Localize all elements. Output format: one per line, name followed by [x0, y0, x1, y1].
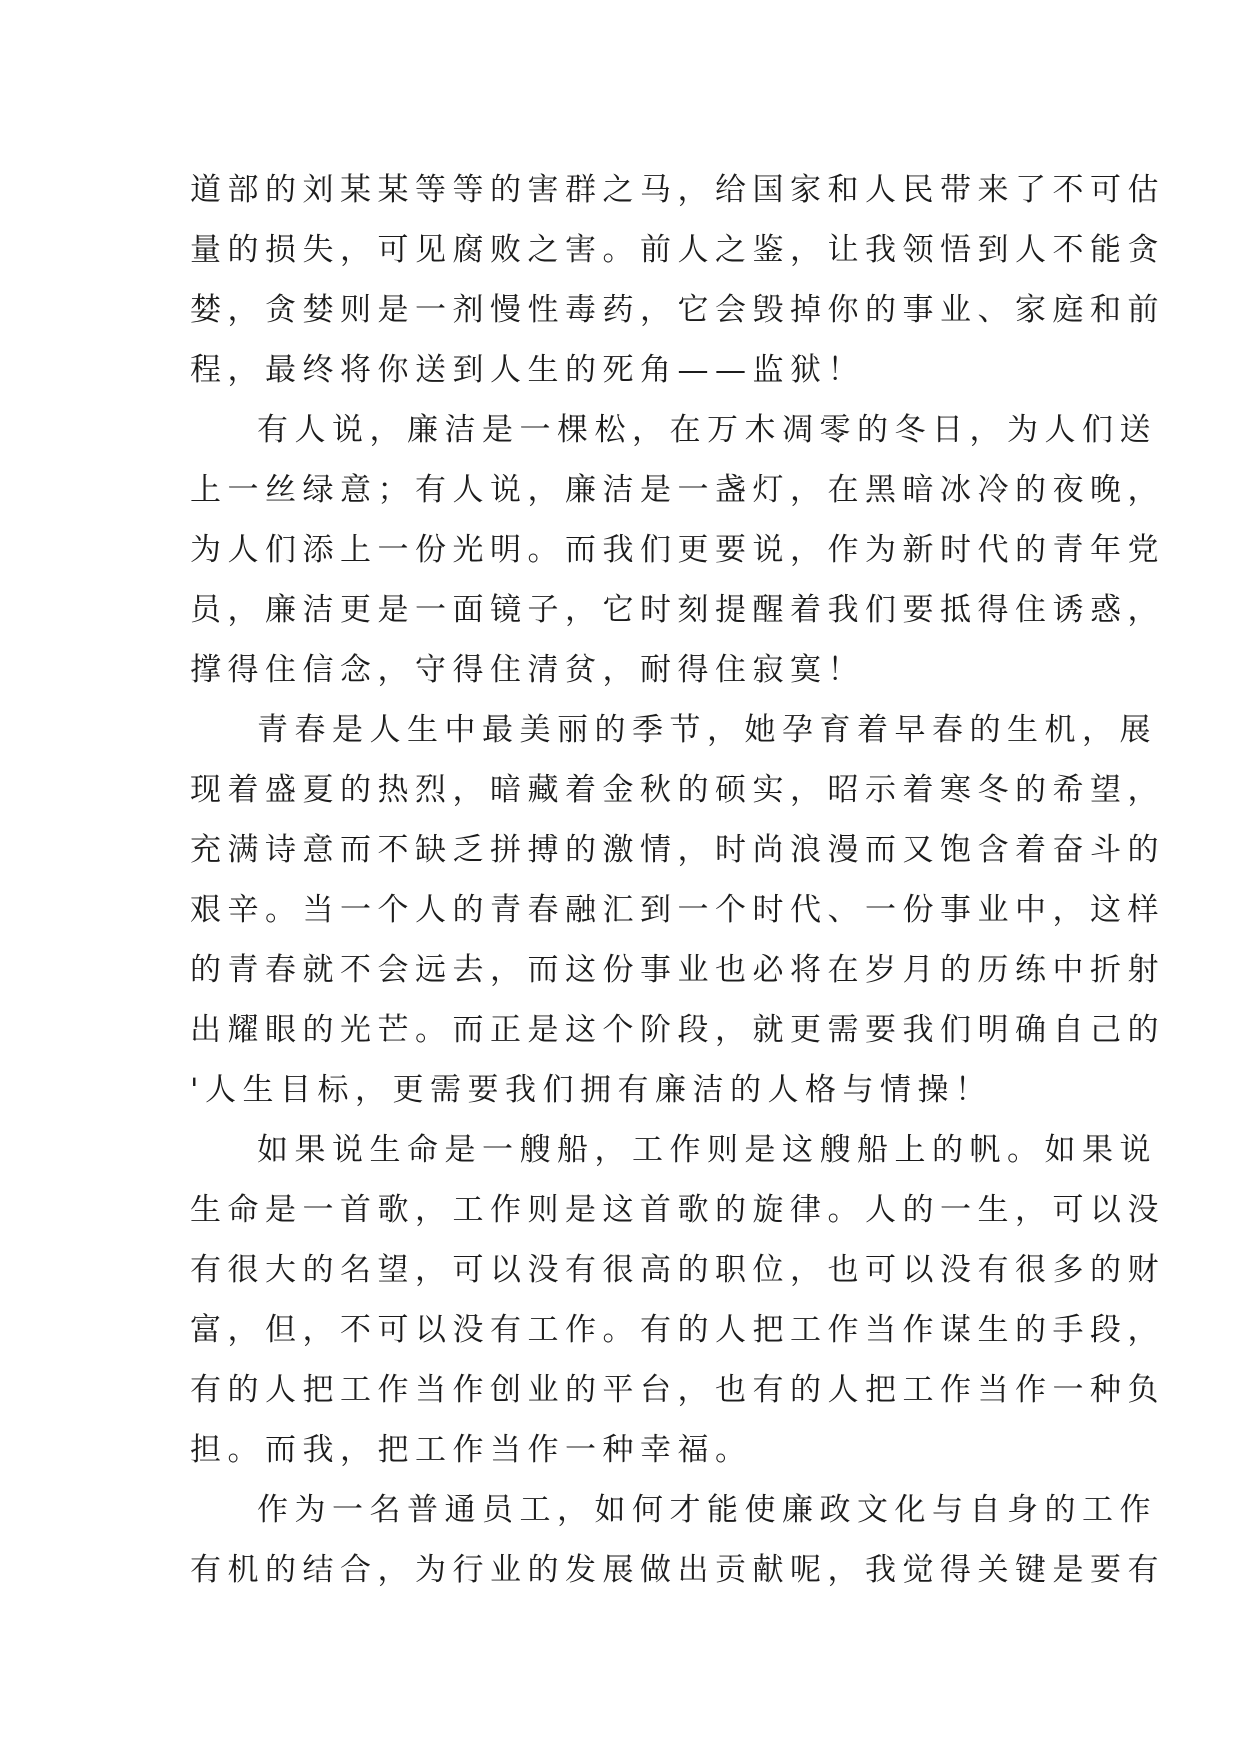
text-line: 现着盛夏的热烈，暗藏着金秋的硕实，昭示着寒冬的希望，: [190, 772, 1165, 808]
text-line: '人生目标，更需要我们拥有廉洁的人格与情操！: [190, 1072, 993, 1108]
text-line: 道部的刘某某等等的害群之马，给国家和人民带来了不可估: [190, 172, 1165, 208]
text-line: 出耀眼的光芒。而正是这个阶段，就更需要我们明确自己的: [190, 1012, 1165, 1048]
text-line: 如果说生命是一艘船，工作则是这艘船上的帆。如果说: [257, 1132, 1157, 1168]
paragraph-youth: [190, 700, 1165, 1120]
text-line: 青春是人生中最美丽的季节，她孕育着早春的生机，展: [257, 712, 1157, 748]
text-line: 艰辛。当一个人的青春融汇到一个时代、一份事业中，这样: [190, 892, 1165, 928]
text-line: 有很大的名望，可以没有很高的职位，也可以没有很多的财: [190, 1252, 1165, 1288]
text-line: 婪，贪婪则是一剂慢性毒药，它会毁掉你的事业、家庭和前: [190, 292, 1165, 328]
text-line: 作为一名普通员工，如何才能使廉政文化与自身的工作: [257, 1492, 1157, 1528]
text-line: 程，最终将你送到人生的死角——监狱！: [190, 352, 865, 388]
text-line: 有的人把工作当作创业的平台，也有的人把工作当作一种负: [190, 1372, 1165, 1408]
paragraph-employee-role: [190, 1480, 1165, 1600]
text-line: 上一丝绿意；有人说，廉洁是一盏灯，在黑暗冰冷的夜晚，: [190, 472, 1165, 508]
text-line: 撑得住信念，守得住清贫，耐得住寂寞！: [190, 652, 865, 688]
text-line: 的青春就不会远去，而这份事业也必将在岁月的历练中折射: [190, 952, 1165, 988]
text-line: 员，廉洁更是一面镜子，它时刻提醒着我们要抵得住诱惑，: [190, 592, 1165, 628]
paragraph-integrity-metaphors: [190, 400, 1165, 700]
text-line: 为人们添上一份光明。而我们更要说，作为新时代的青年党: [190, 532, 1165, 568]
text-line: 生命是一首歌，工作则是这首歌的旋律。人的一生，可以没: [190, 1192, 1165, 1228]
text-line: 充满诗意而不缺乏拼搏的激情，时尚浪漫而又饱含着奋斗的: [190, 832, 1165, 868]
text-line: 富，但，不可以没有工作。有的人把工作当作谋生的手段，: [190, 1312, 1165, 1348]
text-line: 担。而我，把工作当作一种幸福。: [190, 1432, 753, 1468]
text-line: 量的损失，可见腐败之害。前人之鉴，让我领悟到人不能贪: [190, 232, 1165, 268]
document-body: [190, 160, 1165, 1600]
text-line: 有人说，廉洁是一棵松，在万木凋零的冬日，为人们送: [257, 412, 1157, 448]
text-line: 有机的结合，为行业的发展做出贡献呢，我觉得关键是要有: [190, 1552, 1165, 1588]
paragraph-work-meaning: [190, 1120, 1165, 1480]
paragraph-corruption-warning: [190, 160, 1165, 400]
